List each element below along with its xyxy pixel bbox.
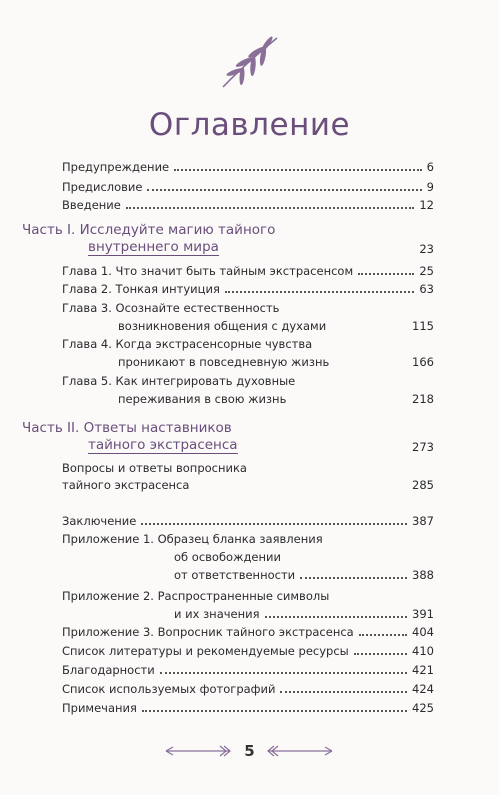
toc-entry-page: 410 — [412, 644, 434, 658]
toc-entry — [62, 264, 434, 278]
leader-dots — [141, 523, 407, 525]
toc-entry — [62, 180, 434, 194]
leaf-branch-icon — [215, 32, 285, 90]
toc-entry-label: об освобождении — [174, 550, 281, 564]
leader-dots — [160, 672, 407, 674]
toc-entry — [62, 625, 434, 639]
toc-entry-label: переживания в свою жизнь — [118, 392, 287, 406]
toc-entry — [62, 160, 434, 174]
toc-entry-label: Благодарности — [62, 663, 155, 677]
toc-entry — [62, 663, 434, 677]
toc-entry-page: 25 — [419, 264, 434, 278]
leader-dots — [174, 169, 422, 171]
toc-entry-page: 115 — [412, 319, 434, 333]
toc-entry-label: Предупреждение — [62, 160, 170, 174]
toc-entry-page: 9 — [426, 180, 434, 194]
toc-entry — [62, 198, 434, 212]
toc-entry-label: Вопросы и ответы вопросника — [62, 461, 247, 475]
toc-entry-label: Примечания — [62, 701, 137, 715]
toc-entry-label: Заключение — [62, 514, 137, 528]
toc-entry-page: 421 — [412, 663, 434, 677]
leader-dots — [265, 616, 408, 618]
leader-dots — [142, 710, 407, 712]
toc-entry-label: Приложение 2. Распространенные символы — [62, 589, 330, 603]
leader-dots — [280, 691, 407, 693]
toc-entry-page: 23 — [419, 242, 434, 256]
toc-entry-label: Глава 2. Тонкая интуиция — [62, 282, 220, 296]
toc-entry-page: 6 — [426, 160, 434, 174]
toc-entry-page: 424 — [412, 682, 434, 696]
part-2-title — [88, 438, 434, 454]
toc-entry-page: 404 — [412, 625, 434, 639]
part-1-title — [88, 240, 434, 256]
toc-entry-page: 166 — [412, 355, 434, 369]
toc-entry-label: тайного экстрасенса — [62, 478, 190, 492]
leader-dots — [126, 207, 415, 209]
right-arrow-ornament-icon — [264, 744, 334, 758]
toc-entry-page: 285 — [412, 478, 434, 492]
toc-entry-page: 387 — [412, 514, 434, 528]
toc-entry-page: 273 — [412, 440, 434, 454]
toc-entry-label: Глава 3. Осознайте естественность — [62, 301, 280, 315]
leader-dots — [300, 577, 407, 579]
toc-entry-label: Глава 4. Когда экстрасенсорные чувства — [62, 337, 313, 351]
leader-dots — [359, 634, 407, 636]
leader-dots — [147, 189, 421, 191]
toc-entry — [62, 282, 434, 296]
toc-entry — [118, 392, 434, 406]
toc-entry-label: Список литературы и рекомендуемые ресурсы — [62, 644, 349, 658]
toc-entry-label: Приложение 3. Вопросник тайного экстрасенса — [62, 625, 354, 639]
part-1-title-line2: внутреннего мира — [88, 239, 219, 255]
toc-entry-label: проникают в повседневную жизнь — [118, 355, 330, 369]
toc-entry-page: 391 — [412, 607, 434, 621]
toc-entry — [62, 682, 434, 696]
page-title: Оглавление — [148, 107, 351, 143]
toc-entry-label: Предисловие — [62, 180, 143, 194]
toc-entry-page: 63 — [419, 282, 434, 296]
leader-dots — [354, 653, 407, 655]
toc-entry-label: возникновения общения с духами — [118, 319, 327, 333]
toc-entry-label: Глава 1. Что значит быть тайным экстрасенсом — [62, 264, 354, 278]
toc-entry-label: и их значения — [174, 607, 260, 621]
toc-entry-label: Список используемых фотографий — [62, 682, 276, 696]
part-2-title-line2: тайного экстрасенса — [88, 437, 238, 453]
leader-dots — [358, 273, 414, 275]
toc-entry-label: Приложение 1. Образец бланка заявления — [62, 532, 323, 546]
toc-entry — [174, 607, 434, 621]
toc-entry — [174, 568, 434, 582]
leader-dots — [225, 291, 415, 293]
toc-entry — [118, 355, 434, 369]
toc-entry-page: 218 — [412, 392, 434, 406]
toc-entry — [62, 701, 434, 715]
part-1-title-line1: Часть I. Исследуйте магию тайного — [22, 222, 276, 238]
part-2-title-line1: Часть II. Ответы наставников — [22, 420, 232, 436]
toc-entry — [62, 514, 434, 528]
toc-entry-label: Введение — [62, 198, 121, 212]
toc-entry-page: 388 — [412, 568, 434, 582]
toc-entry-label: от ответственности — [174, 568, 296, 582]
toc-entry-page: 425 — [412, 701, 434, 715]
page-number: 5 — [244, 742, 255, 760]
toc-entry — [62, 478, 434, 492]
toc-entry-label: Глава 5. Как интегрировать духовные — [62, 374, 296, 388]
toc-entry-page: 12 — [419, 198, 434, 212]
toc-entry — [62, 644, 434, 658]
toc-entry — [118, 319, 434, 333]
